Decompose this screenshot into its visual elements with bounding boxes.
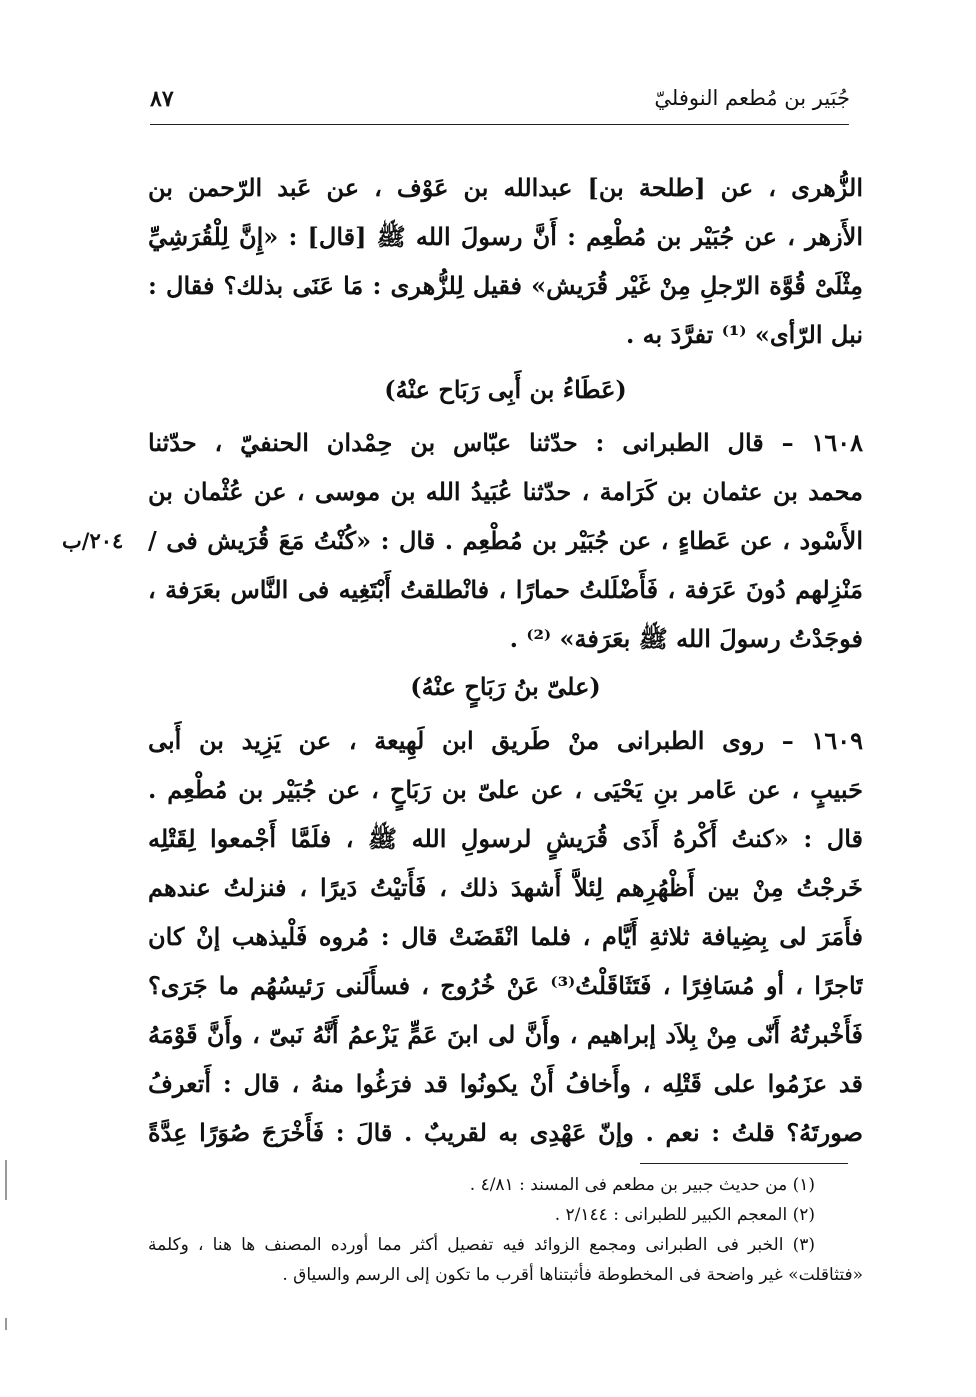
hadith-1608	[148, 418, 863, 663]
text-line: خَرجْتُ مِنْ بين أَظْهُرِهم لِئلاَّ أَشهدَ ذلك ، فَأَتيْتُ دَيرًا ، فنزلتُ عندهم	[148, 873, 863, 902]
scan-edge-mark	[5, 1318, 7, 1330]
text-line: تَاجرًا ، أو مُسَافِرًا ، فَتَثَاقَلْتُ⁽³⁾ عَنْ خُرُوج ، فسأَلَنى رَئيسُهُم ما جَرَى؟	[148, 971, 863, 1000]
section-title-ali: (علىّ بنُ رَبَاحٍ عنْهُ)	[410, 672, 601, 701]
text-line: حَبيبٍ ، عن عَامر بنِ يَحْيَى ، عن علىّ بن رَبَاحٍ ، عن جُبَيْر بن مُطْعِم .	[148, 775, 863, 804]
paragraph-zuhri	[148, 163, 863, 359]
section-title-ata: (عَطَاءُ بن أَبِى رَبَاح عنْهُ)	[384, 375, 627, 404]
footnotes	[148, 1170, 863, 1290]
text-line: الأَسْود ، عن عَطاءٍ ، عن جُبَيْر بن مُطْعِم . قال : «كُنْتُ مَعَ قُرَيش فى /	[148, 526, 863, 555]
footnote-3: (٣) الخبر فى الطبرانى ومجمع الزوائد فيه تفصيل أكثر مما أورده المصنف ها هنا ، وكلمة	[148, 1235, 815, 1255]
footnote-3-continued: «فتثاقلت» غير واضحة فى المخطوطة فأثبتناها أقرب ما تكون إلى الرسم والسياق .	[282, 1265, 863, 1285]
text-line: الأَزهر ، عن جُبَيْر بن مُطْعِم : أَنَّ رسولَ الله ﷺ [قال] : «إِنَّ لِلْقُرَشِيِّ	[148, 222, 863, 251]
text-line: نبل الرّأى» ⁽¹⁾ تفرَّدَ به .	[625, 320, 863, 349]
text-line: محمد بن عثمان بن كَرَامة ، حدّثنا عُبَيدُ الله بن موسى ، عن عُثْمان بن	[148, 477, 863, 506]
text-line: ١٦٠٩ – روى الطبرانى منْ طَريق ابن لَهِيعة ، عن يَزِيد بن أَبى	[148, 726, 863, 755]
text-line: فَأَخْبرتُهُ أَنّى مِنْ بِلاَد إبراهيم ، وأَنَّ لى ابنَ عَمٍّ يَزْعمُ أَنَّهُ نَبىّ ، وأَنَّ قَوْمَهُ	[148, 1020, 863, 1049]
text-line: قال : «كنتُ أَكْرهُ أَذَى قُرَيشٍ لرسولِ الله ﷺ ، فلَمَّا أَجْمعوا لِقَتْلِه	[148, 824, 863, 853]
text-line: الزُّهرى ، عن [طلحة بن] عبدالله بن عَوْف ، عن عَبد الرّحمن بن	[148, 173, 863, 202]
scan-edge-mark	[5, 1160, 7, 1200]
footnote-2: (٢) المعجم الكبير للطبرانى : ٢/١٤٤ .	[554, 1205, 815, 1225]
page-number: ٨٧	[150, 86, 174, 112]
footnote-rule	[640, 1163, 848, 1164]
text-line: قد عزَمُوا على قَتْلِه ، وأَخافُ أَنْ يكونُوا قد فرَغُوا منهُ ، قال : أَتعرفُ	[148, 1069, 863, 1098]
text-line: ١٦٠٨ – قال الطبرانى : حدّثنا عبّاس بن حِمْدان الحنفيّ ، حدّثنا	[148, 428, 863, 457]
running-title: جُبَير بن مُطعم النوفليّ	[654, 86, 850, 110]
manuscript-folio-note: ٢٠٤/ب	[62, 528, 124, 553]
hadith-1609	[148, 716, 863, 1157]
text-line: فأَمَرَ لى بِضِيافة ثلاثةِ أَيَّام ، فلما انْقَضَتْ قال : مُروه فَلْيذهب إنْ كان	[148, 922, 863, 951]
text-line: مَنْزِلهم دُونَ عَرَفة ، فَأَضْلَلتُ حمارًا ، فانْطلقتُ أَبْتَغِيه فى النَّاس بعَرَفة ،	[148, 575, 863, 604]
text-line: فوجَدْتُ رسولَ الله ﷺ بعَرَفة» ⁽²⁾ .	[509, 624, 863, 653]
header-rule	[150, 124, 849, 125]
text-line: مِثْلَىْ قُوَّة الرّجلِ مِنْ غَيْر قُرَيش» فقيل لِلزُّهرى : مَا عَنَى بذلك؟ فقال :	[148, 271, 863, 300]
page-header	[150, 86, 850, 126]
footnote-1: (١) من حديث جبير بن مطعم فى المسند : ٤/٨١ .	[469, 1175, 815, 1195]
text-line: صورتَهُ؟ قلتُ : نعم . وإنّ عَهْدِى به لقريبٌ . قالَ : فَأَخْرَجَ صُوَرًا عِدَّةً	[148, 1118, 863, 1147]
